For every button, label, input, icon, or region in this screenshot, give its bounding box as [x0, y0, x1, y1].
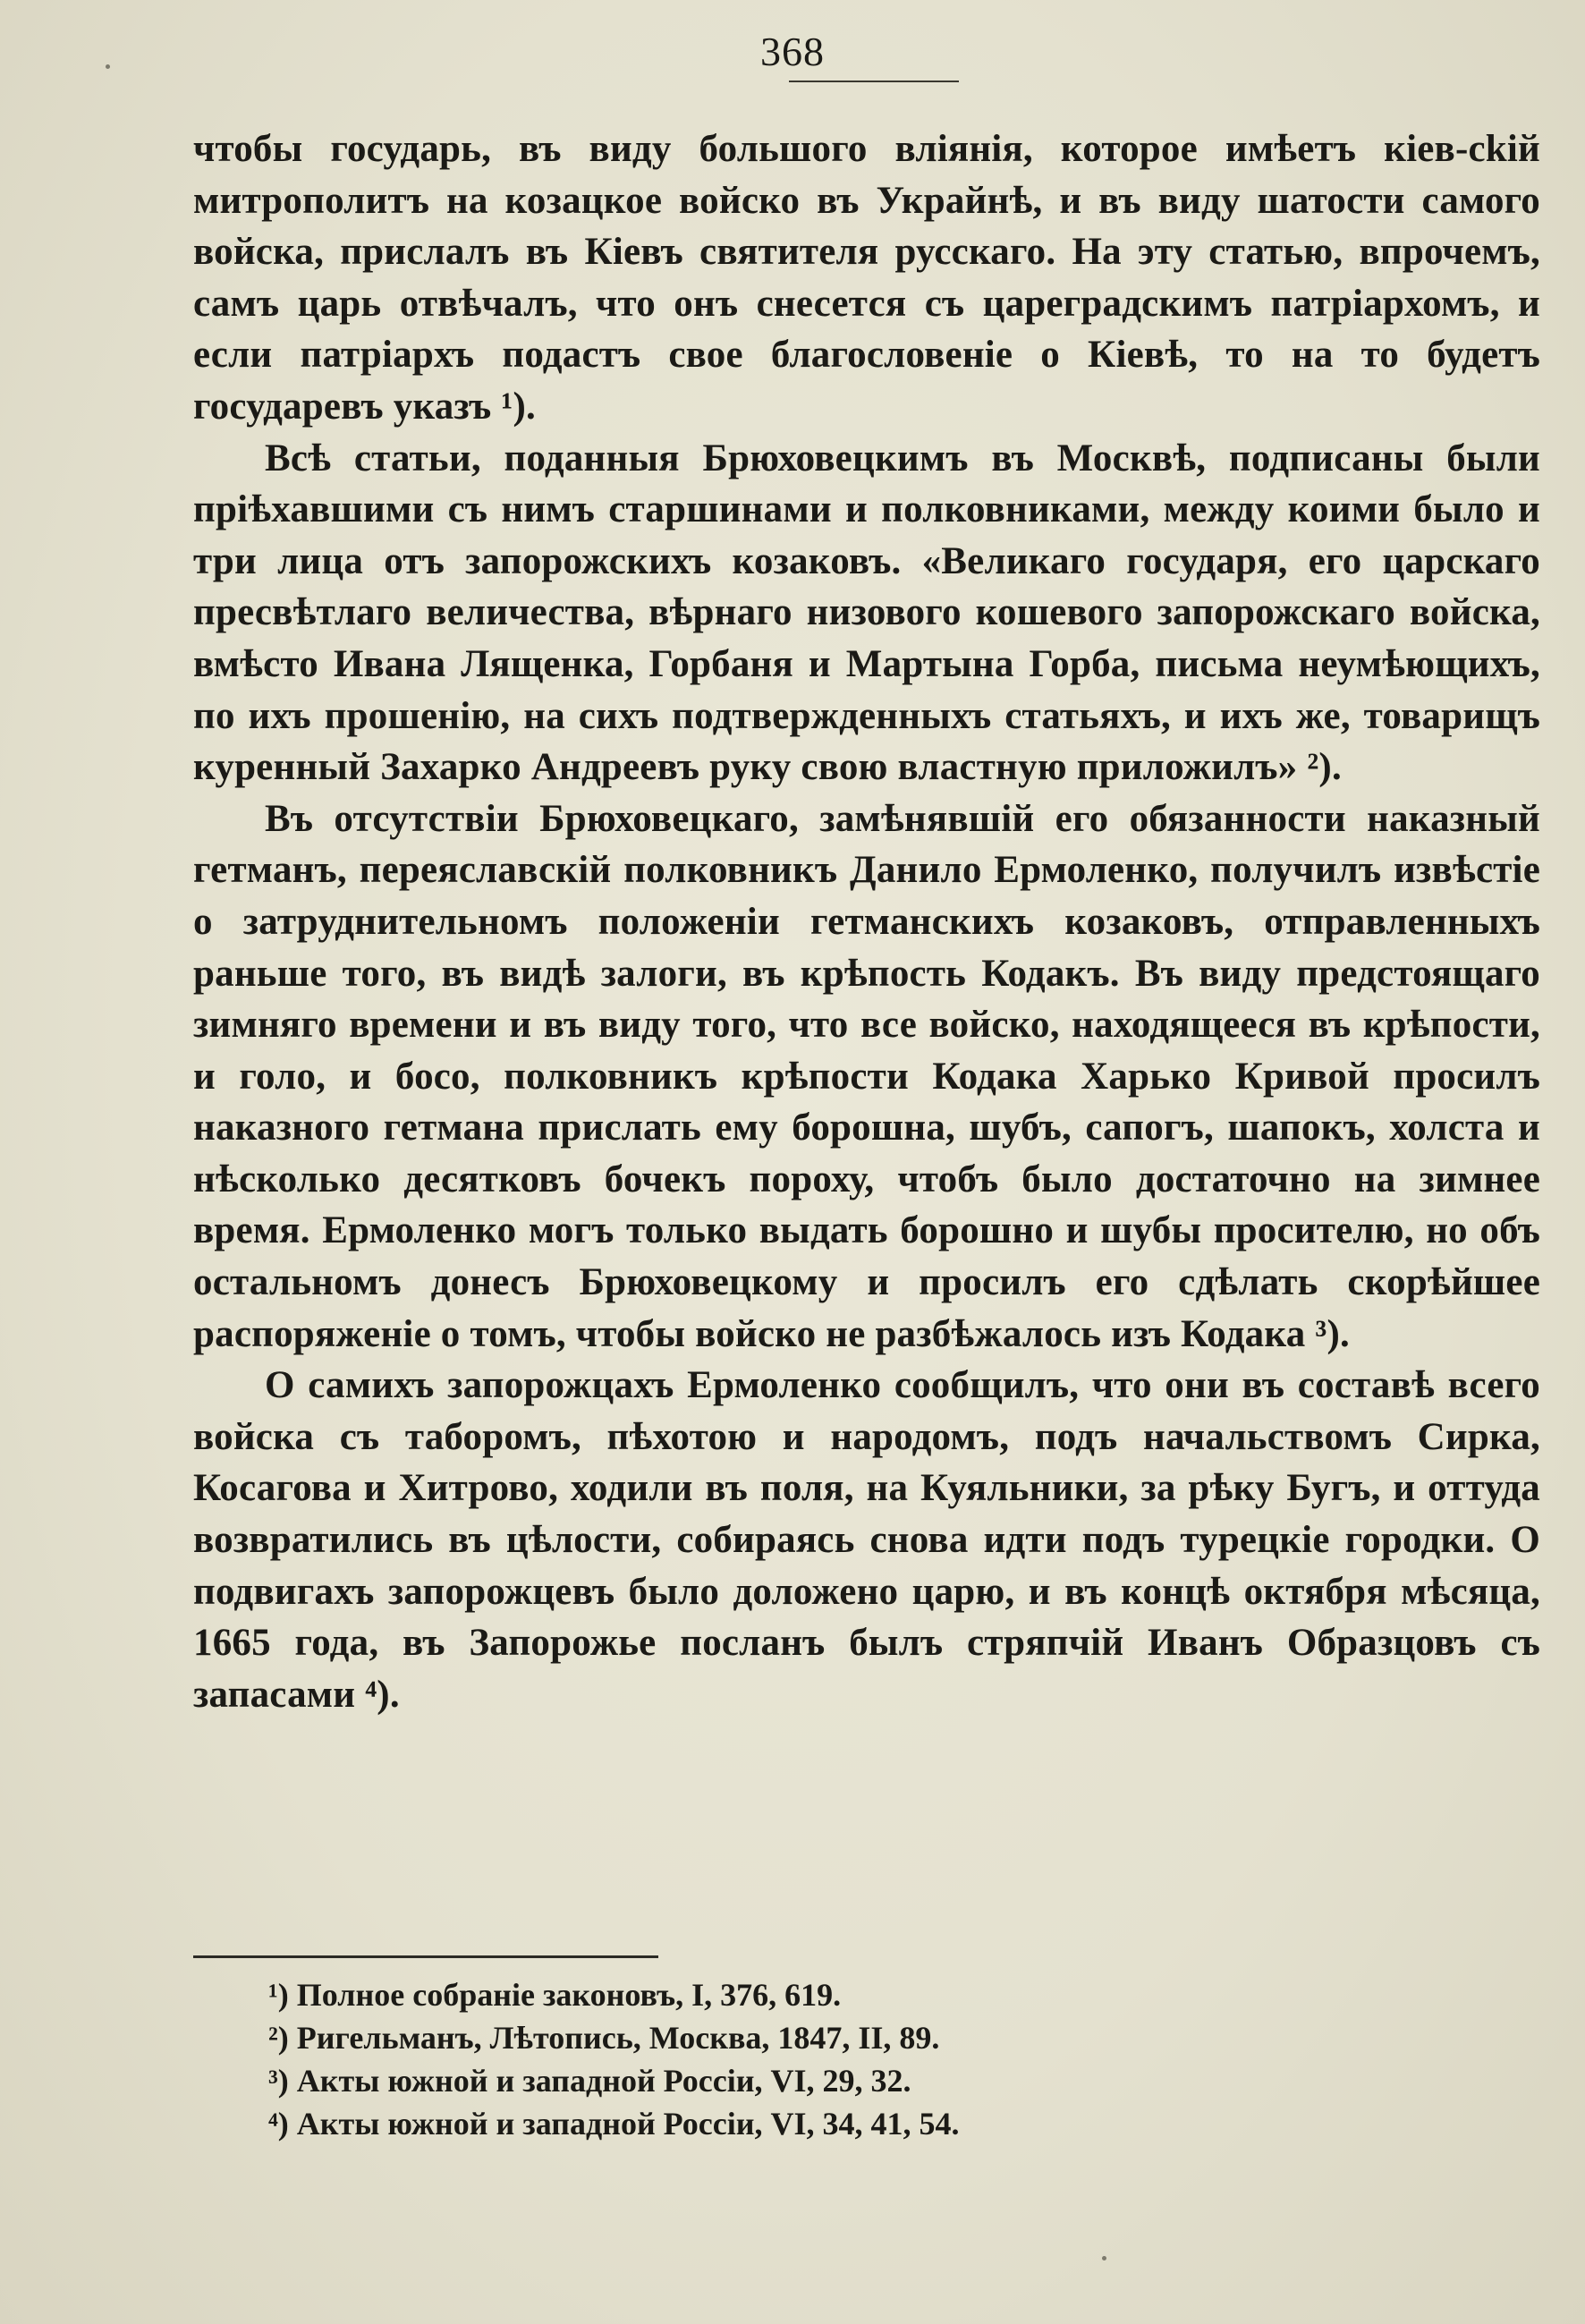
footnote-2: ²) Ригельманъ, Лѣтопись, Москва, 1847, II, 89. — [268, 2020, 940, 2056]
paragraph-3: Въ отсутствіи Брюховецкаго, замѣнявшій его обязанности наказный гетманъ, переяславскій полковникъ Данило Ермоленко, получилъ извѣстіе о затруднительномъ положеніи гетманскихъ козаковъ, отправленныхъ раньше того, въ видѣ залоги, въ крѣпость Кодакъ. Въ виду предстоящаго зимняго времени и въ виду того, что все войско, находящееся въ крѣпости, и голо, и босо, полковникъ крѣпости Кодака Харько Кривой просилъ наказного гетмана прислать ему борошна, шубъ, сапогъ, шапокъ, холста и нѣсколько десятковъ бочекъ пороху, чтобъ было достаточно на зимнее время. Ермоленко могъ только выдать борошно и шубы просителю, но объ остальномъ донесъ Брюховецкому и просилъ его сдѣлать скорѣйшее распоряженіе о томъ, чтобы войско не разбѣжалось изъ Кодака ³). — [193, 797, 1540, 1355]
footnote-3: ³) Акты южной и западной Россіи, VI, 29, 32. — [268, 2063, 911, 2099]
footnotes — [268, 1973, 1431, 2145]
paper-speck — [106, 64, 110, 69]
footnote-1: ¹) Полное собраніе законовъ, I, 376, 619. — [268, 1977, 842, 2013]
paragraph-1: чтобы государь, въ виду большого вліянія, которое имѣетъ кіев-ckiй митрополитъ на козацкое войско въ Украйнѣ, и въ виду шатости самого войска, прислалъ въ Кіевъ святителя русскаго. На эту статью, впрочемъ, самъ царь отвѣчалъ, что онъ снесется съ цареградскимъ патріархомъ, и если патріархъ подастъ свое благословеніе о Кіевѣ, то на то будетъ государевъ указъ ¹). — [193, 128, 1540, 428]
paragraph-4: О самихъ запорожцахъ Ермоленко сообщилъ, что они въ составѣ всего войска съ таборомъ, пѣхотою и народомъ, подъ начальствомъ Сирка, Косагова и Хитрово, ходили въ поля, на Куяльники, за рѣку Бугъ, и оттуда возвратились въ цѣлости, собираясь снова идти подъ турецкіе городки. О подвигахъ запорожцевъ было доложено царю, и въ концѣ октября мѣсяца, 1665 года, въ Запорожье посланъ былъ стряпчій Иванъ Образцовъ съ запасами ⁴). — [193, 1364, 1540, 1716]
page-number-underline — [789, 81, 959, 82]
page-number: 368 — [760, 29, 825, 74]
paper-speck — [1102, 2256, 1106, 2260]
footnote-4: ⁴) Акты южной и западной Россіи, VI, 34, 41, 54. — [268, 2106, 960, 2142]
body-text — [193, 123, 1540, 1720]
paragraph-2: Всѣ статьи, поданныя Брюховецкимъ въ Москвѣ, подписаны были пріѣхавшими съ нимъ старшинами и полковниками, между коими было и три лица отъ запорожскихъ козаковъ. «Великаго государя, его царскаго пресвѣтлаго величества, вѣрнаго низового кошевого запорожскаго войска, вмѣсто Ивана Лященка, Горбаня и Мартына Горба, письма неумѣющихъ, по ихъ прошенію, на сихъ подтвержденныхъ статьяхъ, и ихъ же, товарищъ куренный Захарко Андреевъ руку свою властную приложилъ» ²). — [193, 437, 1540, 789]
footnote-divider — [193, 1955, 658, 1958]
